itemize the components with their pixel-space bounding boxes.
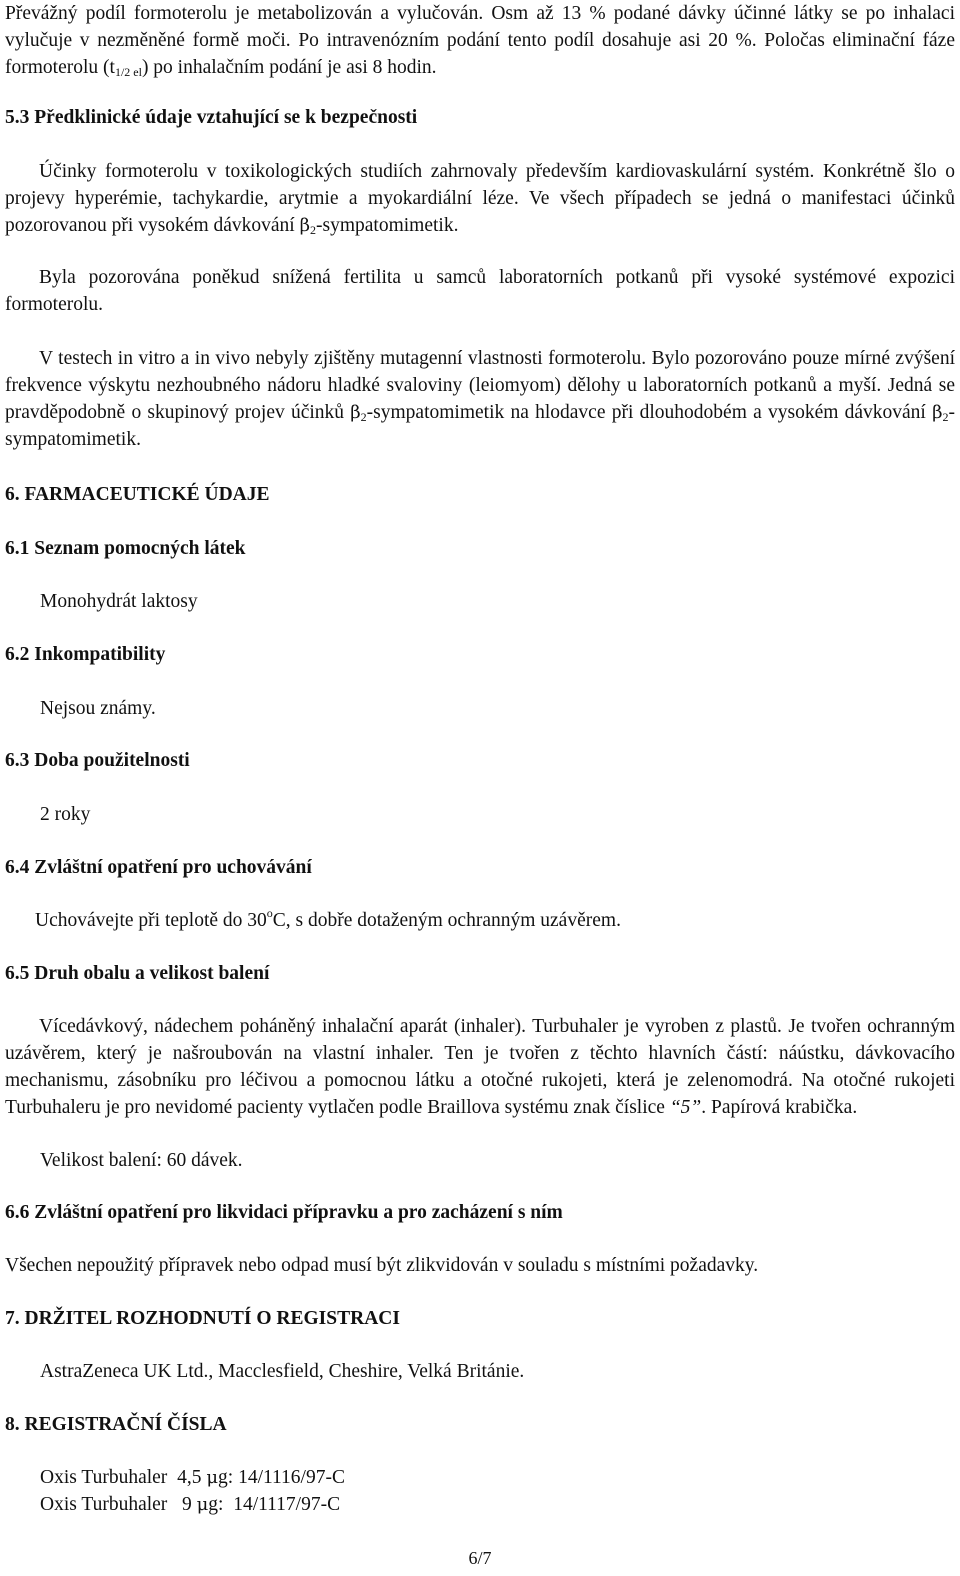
incompatibilities-text: Nejsou známy.: [40, 698, 156, 719]
container-text-a: Vícedávkový, nádechem poháněný inhalační aparát (inhaler). Turbuhaler je vyroben z plastů. Je tvořen ochranným uzávěrem, který je našroubován na vlastní inhaler. Ten je tvořen z těchto hlavních částí: náústku, dávkovacího mechanismu, zásobníku pro léčivou a pomocnou látku a otočné rukojeti, která je zelenomodrá. Na otočné rukojeti Turbuhaleru je pro nevidomé pacienty vytlačen podle Braillova systému znak číslice: [5, 1016, 955, 1118]
registration-number: 14/1117/97-C: [233, 1494, 341, 1515]
dose-value: 4,5: [177, 1467, 207, 1488]
pack-size-text: Velikost balení: 60 dávek.: [40, 1150, 243, 1171]
mutagenicity-text: V testech in vitro a in vivo nebyly zjištěny mutagenní vlastnosti formoterolu. Bylo pozorováno pouze mírné zvýšení frekvence výskytu nezhoubného nádoru hladké svaloviny (leiomyom) dělohy u laboratorních potkanů a myší. Jedná se pravděpodobně o skupinový projev účinků: [5, 348, 955, 423]
toxicology-text: Účinky formoterolu v toxikologických studiích zahrnovaly především kardiovaskulární systém. Konkrétně šlo o projevy hyperémie, tachykardie, arytmie a myokardiální léze. Ve všech případech se jedná o manifestaci účinků pozorovanou při vysokém dávkování: [5, 161, 955, 236]
intro-text-a: Převážný podíl formoterolu je metabolizován a vylučován. Osm až 13 % podané dávky účinné látky se po inhalaci vylučuje v nezměněné formě moči. Po intravenózním podání tento podíl dosahuje asi 20 %. Poločas eliminační fáze formoterolu (t: [5, 3, 955, 78]
dose-unit: g:: [208, 1494, 234, 1515]
intro-paragraph: [5, 0, 955, 81]
storage-text-b: C, s dobře dotaženým ochranným uzávěrem.: [272, 910, 621, 931]
beta-subscript: 2: [942, 410, 949, 424]
degree-mark: o: [266, 906, 273, 920]
section-6-6-heading: 6.6 Zvláštní opatření pro likvidaci přípravku a pro zacházení s ním: [5, 1202, 563, 1223]
shelf-life-text: 2 roky: [40, 804, 91, 825]
registration-row: [40, 1491, 940, 1518]
mu-symbol: μ: [196, 1494, 209, 1515]
excipients-text: Monohydrát laktosy: [40, 591, 198, 612]
registration-number: 14/1116/97-C: [238, 1467, 345, 1488]
section-6-heading: 6. FARMACEUTICKÉ ÚDAJE: [5, 484, 270, 505]
product-name: Oxis Turbuhaler: [40, 1494, 182, 1515]
section-7-heading: 7. DRŽITEL ROZHODNUTÍ O REGISTRACI: [5, 1308, 400, 1329]
section-6-5-heading: 6.5 Druh obalu a velikost balení: [5, 963, 270, 984]
section-5-3-heading: 5.3 Předklinické údaje vztahující se k bezpečnosti: [5, 107, 418, 128]
beta-symbol: β: [932, 402, 943, 423]
half-life-subscript: 1/2 el: [114, 65, 142, 79]
registration-row: [40, 1464, 940, 1491]
section-6-4-heading: 6.4 Zvláštní opatření pro uchovávání: [5, 857, 312, 878]
mu-symbol: μ: [206, 1467, 219, 1488]
toxicology-text-end: -sympatomimetik.: [316, 215, 459, 236]
container-text-b: . Papírová krabička.: [701, 1097, 858, 1118]
section-8-heading: 8. REGISTRAČNÍ ČÍSLA: [5, 1414, 227, 1435]
intro-text-b: ) po inhalačním podání je asi 8 hodin.: [141, 57, 437, 78]
section-6-2-heading: 6.2 Inkompatibility: [5, 644, 166, 665]
braille-digit: “5”: [669, 1097, 702, 1118]
section-6-3-heading: 6.3 Doba použitelnosti: [5, 750, 190, 771]
section-6-1-heading: 6.1 Seznam pomocných látek: [5, 538, 246, 559]
section-5-3-paragraph-2: Byla pozorována poněkud snížená fertilita u samců laboratorních potkanů při vysoké systémové expozici formoterolu.: [5, 267, 955, 315]
beta-symbol: β: [350, 402, 361, 423]
product-name: Oxis Turbuhaler: [40, 1467, 178, 1488]
beta-subscript: 2: [310, 223, 317, 237]
disposal-text: Všechen nepoužitý přípravek nebo odpad musí být zlikvidován v souladu s místními požadavky.: [5, 1255, 759, 1276]
dose-unit: g:: [218, 1467, 239, 1488]
mutagenicity-text-c: -sympatomimetik.: [5, 402, 955, 450]
section-5-3-paragraph-1: [5, 158, 955, 239]
page-number: 6/7: [468, 1548, 492, 1568]
marketing-authorisation-holder: AstraZeneca UK Ltd., Macclesfield, Cheshire, Velká Británie.: [40, 1361, 525, 1382]
beta-symbol: β: [299, 215, 311, 236]
beta-subscript: 2: [360, 410, 367, 424]
mutagenicity-text-b: -sympatomimetik na hlodavce při dlouhodobém a vysokém dávkování: [366, 402, 933, 423]
container-description: [5, 1013, 955, 1121]
storage-text: [35, 907, 935, 934]
dose-value: 9: [181, 1494, 197, 1515]
storage-text-a: Uchovávejte při teplotě do 30: [35, 910, 267, 931]
section-5-3-paragraph-3: [5, 345, 955, 453]
